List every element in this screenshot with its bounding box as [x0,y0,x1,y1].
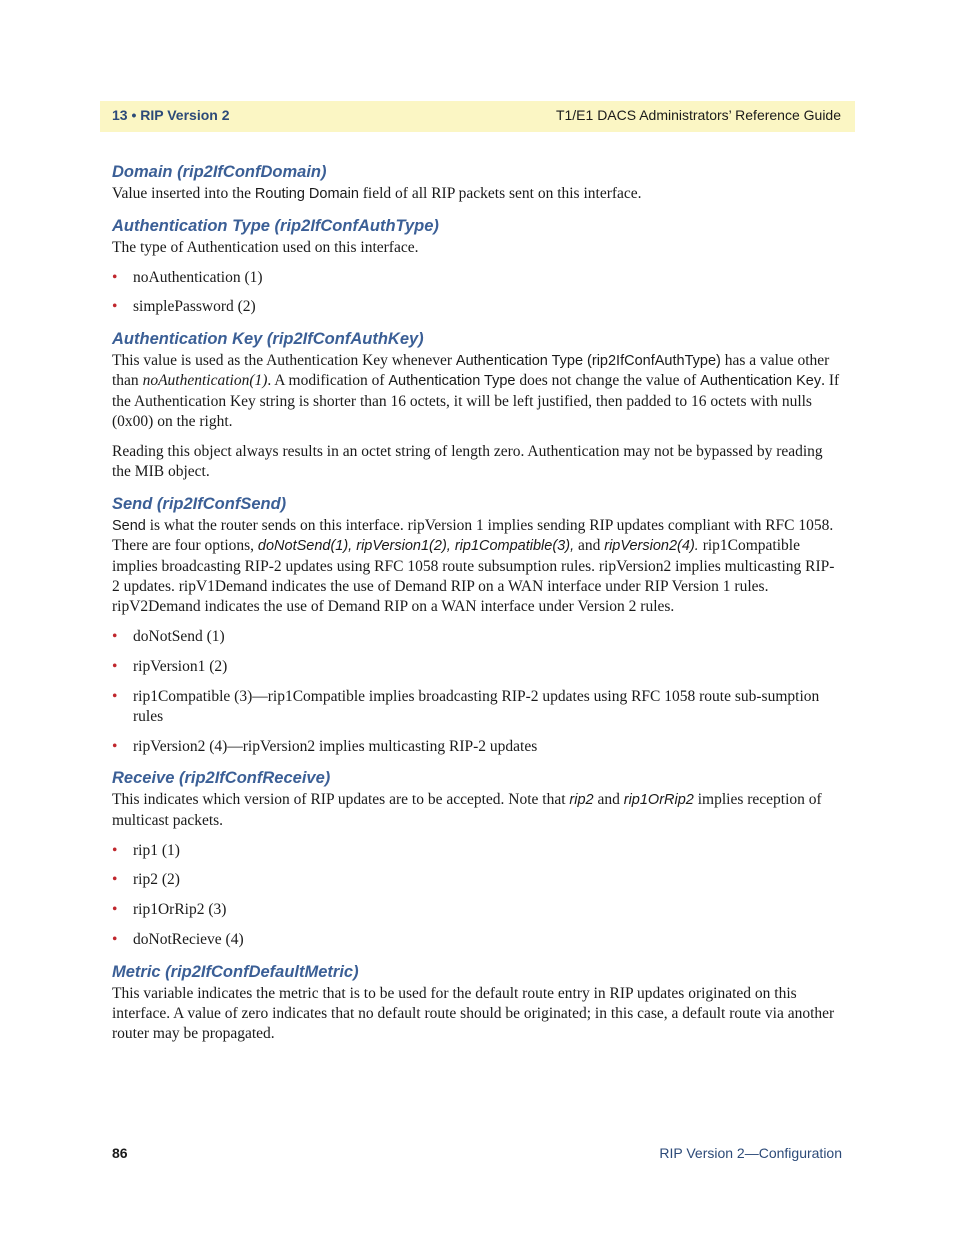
list-item: • noAuthentication (1) [112,268,842,288]
section-heading-receive: Receive (rip2IfConfReceive) [112,769,331,788]
bullet-icon: • [112,901,118,919]
list-item: • doNotRecieve (4) [112,930,842,950]
list-item: • ripVersion1 (2) [112,657,842,677]
bullet-icon: • [112,627,118,645]
footer-section-title: RIP Version 2—Configuration [659,1145,842,1161]
send-options-list [112,627,842,757]
auth-key-paragraph-1: This value is used as the Authentication Key whenever Authentication Type (rip2IfConfAuthType) has a value other than noAuthentication(1). A modification of Authentication Type does not change the value of Authentication Key. If the Authentication Key string is shorter than 16 octets, it will be left justified, then padded to 16 octets with nulls (0x00) on the right. [112,352,840,431]
page-content [112,160,842,1045]
list-item: • doNotSend (1) [112,627,842,647]
bullet-icon: • [112,268,118,286]
bullet-icon: • [112,841,118,859]
chapter-title: 13 • RIP Version 2 [112,107,230,123]
page-number: 86 [112,1145,128,1161]
list-item: • rip1Compatible (3)—rip1Compatible implies broadcasting RIP-2 updates using RFC 1058 route sub-sumption rules [112,687,820,725]
bullet-icon: • [112,657,118,675]
domain-description: Value inserted into the Routing Domain field of all RIP packets sent on this interface. [112,185,642,202]
bullet-icon: • [112,298,118,316]
receive-options-list [112,841,842,951]
send-description: Send is what the router sends on this interface. ripVersion 1 implies sending RIP updates compliant with RFC 1058. There are four options, doNotSend(1), ripVersion1(2), rip1Compatible(3), and ripVersion2(4). rip1Compatible implies broadcasting RIP-2 updates using RFC 1058 route subsumption rules. ripVersion2 implies multicasting RIP-2 updates. ripV1Demand indicates the use of Demand RIP on a WAN interface under RIP Version 1 rules. ripV2Demand indicates the use of Demand RIP on a WAN interface under Version 2 rules. [112,516,835,616]
list-item: • rip1 (1) [112,841,842,861]
list-item: • rip2 (2) [112,870,842,890]
list-item: • rip1OrRip2 (3) [112,900,842,920]
section-heading-auth-key: Authentication Key (rip2IfConfAuthKey) [112,330,424,349]
bullet-icon: • [112,871,118,889]
inline-term: Routing Domain [254,186,359,202]
auth-key-paragraph-2: Reading this object always results in an octet string of length zero. Authentication may not be bypassed by reading the MIB object. [112,442,823,481]
running-header [100,101,855,132]
section-heading-send: Send (rip2IfConfSend) [112,494,287,513]
section-heading-auth-type: Authentication Type (rip2IfConfAuthType) [112,216,439,235]
list-item: • simplePassword (2) [112,297,842,317]
section-heading-metric: Metric (rip2IfConfDefaultMetric) [112,962,359,981]
auth-type-list [112,268,842,318]
bullet-icon: • [112,687,118,705]
section-heading-domain: Domain (rip2IfConfDomain) [112,163,327,181]
bullet-icon: • [112,930,118,948]
bullet-icon: • [112,737,118,755]
receive-description: This indicates which version of RIP updates are to be accepted. Note that rip2 and rip1OrRip2 implies reception of multicast packets. [112,791,822,829]
guide-title: T1/E1 DACS Administrators’ Reference Guide [555,107,841,123]
auth-type-description: The type of Authentication used on this interface. [112,238,419,256]
list-item: • ripVersion2 (4)—ripVersion2 implies multicasting RIP-2 updates [112,737,842,757]
metric-description: This variable indicates the metric that is to be used for the default route entry in RIP updates originated on this interface. A value of zero indicates that no default route should be originated; in this case, a default route via another router may be propagated. [112,984,835,1043]
